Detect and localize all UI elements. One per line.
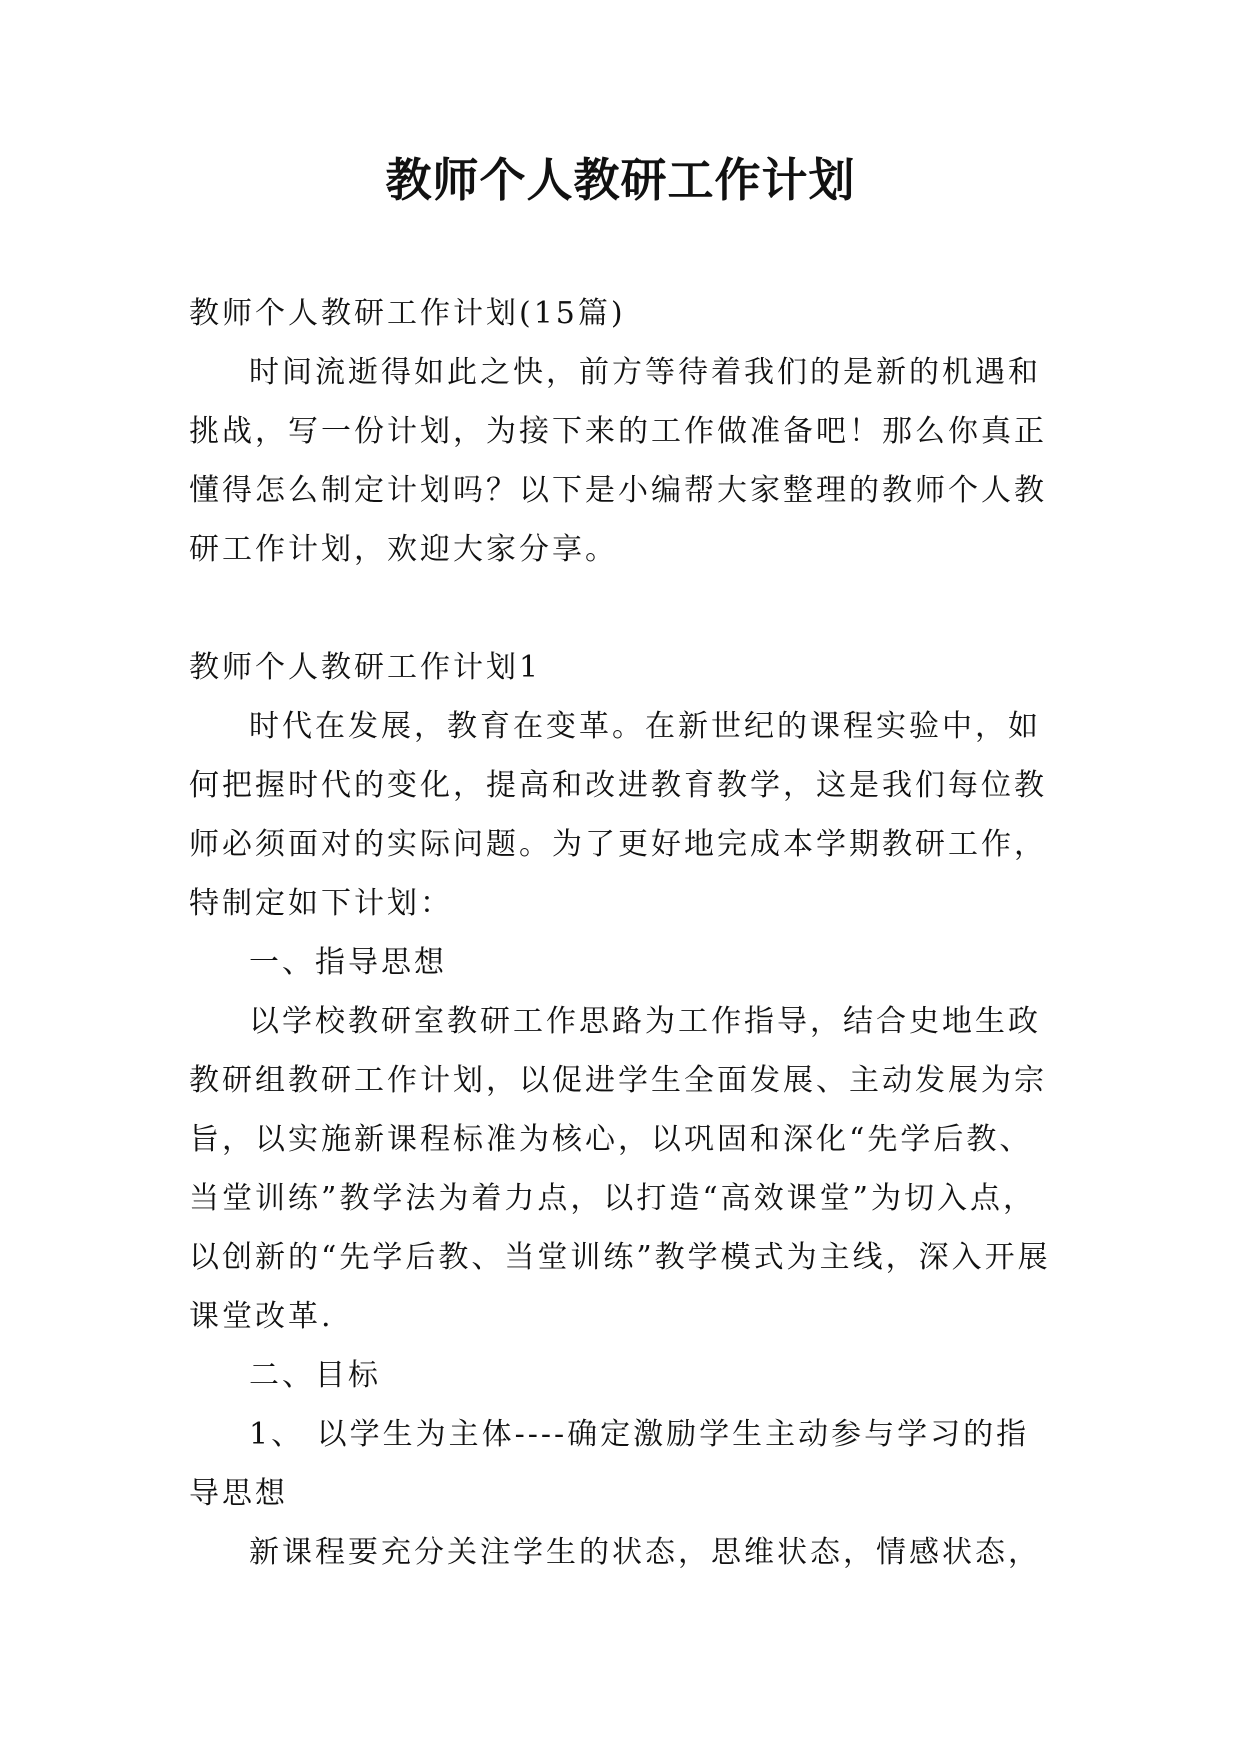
body-paragraph: 时间流逝得如此之快，前方等待着我们的是新的机遇和挑战，写一份计划，为接下来的工作做准备吧！那么你真正懂得怎么制定计划吗？以下是小编帮大家整理的教师个人教研工作计划，欢迎大家分享。: [189, 355, 1047, 567]
body-paragraph: 新课程要充分关注学生的状态，思维状态，情感状态，: [249, 1535, 1041, 1570]
section-heading: 教师个人教研工作计划1: [189, 650, 542, 685]
list-item: 1、 以学生为主体----确定激励学生主动参与学习的指导思想: [189, 1417, 1030, 1511]
subsection-heading: 二、目标: [249, 1358, 381, 1393]
document-body: [189, 284, 1051, 1582]
body-paragraph: 时代在发展，教育在变革。在新世纪的课程实验中，如何把握时代的变化，提高和改进教育教学，这是我们每位教师必须面对的实际问题。为了更好地完成本学期教研工作，特制定如下计划：: [189, 709, 1047, 921]
section-heading: 教师个人教研工作计划(15篇): [189, 296, 626, 331]
paragraph-gap: [189, 579, 1051, 638]
body-paragraph: 以学校教研室教研工作思路为工作指导，结合史地生政教研组教研工作计划，以促进学生全面发展、主动发展为宗旨，以实施新课程标准为核心，以巩固和深化“先学后教、当堂训练”教学法为着力点，以打造“高效课堂”为切入点，以创新的“先学后教、当堂训练”教学模式为主线，深入开展课堂改革.: [189, 1004, 1051, 1334]
document-title: 教师个人教研工作计划: [385, 153, 856, 207]
subsection-heading: 一、指导思想: [249, 945, 447, 980]
